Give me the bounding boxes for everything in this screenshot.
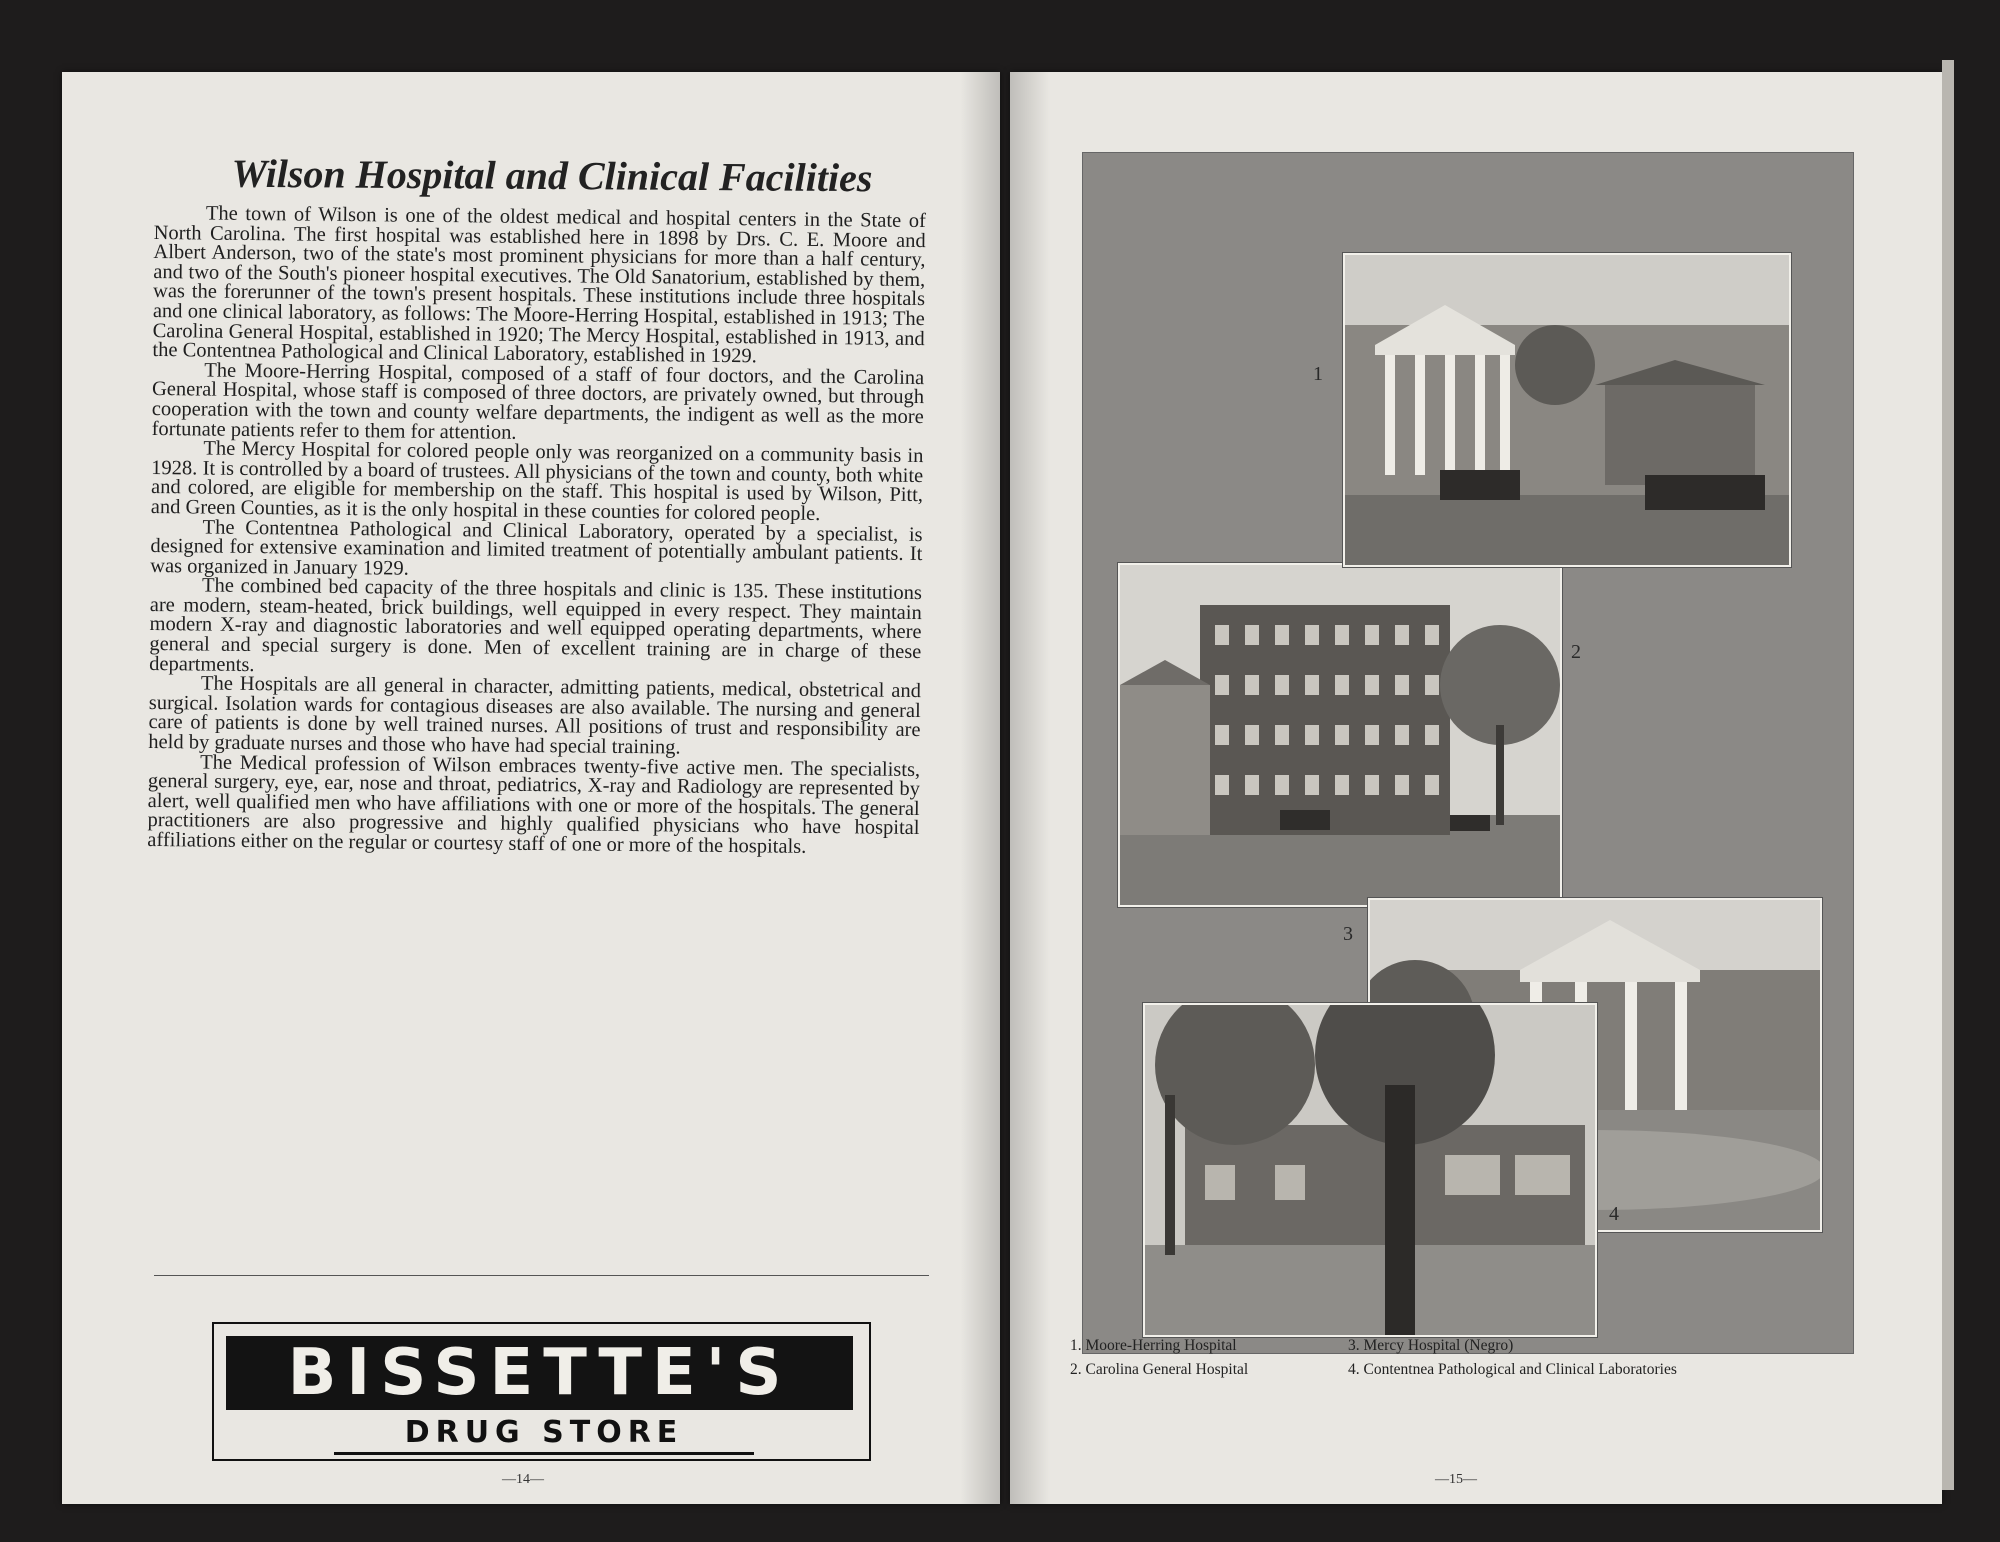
photo-moore-herring-hospital <box>1343 253 1791 567</box>
photo-number: 4 <box>1609 1203 1619 1225</box>
right-page <box>1010 72 1942 1504</box>
page-number: —14— <box>502 1472 544 1487</box>
caption-item: 2. Carolina General Hospital <box>1070 1361 1249 1378</box>
photo-contentnea-laboratory <box>1143 1003 1597 1337</box>
caption-row <box>1070 1334 1890 1358</box>
divider-rule <box>154 1275 929 1276</box>
ad-store-name: BISSETTE'S <box>226 1336 853 1410</box>
paragraph: The combined bed capacity of the three hospitals and clinic is 135. These institutions are modern, steam-heated, brick buildings, well equipped in every respect. They maintain modern X-ray and diagnostic laboratories and well equipped operating departments, where general and special surgery is done. Men of excellent training are in charge of these departments. <box>149 574 923 676</box>
caption-item: 3. Mercy Hospital (Negro) <box>1348 1337 1514 1354</box>
paragraph: The Contentnea Pathological and Clinical Laboratory, operated by a specialist, is designed for extensive examination and limited treatment of potentially ambulant patients. It was organized in January 1929. <box>150 516 923 580</box>
page-number: —15— <box>1435 1472 1477 1487</box>
photo-number: 2 <box>1571 641 1581 663</box>
page-edge <box>1942 60 1954 1490</box>
drug-store-advertisement <box>212 1322 871 1461</box>
photo-captions <box>1070 1334 1890 1382</box>
gutter-shadow <box>1010 72 1050 1504</box>
paragraph: The Mercy Hospital for colored people only was reorganized on a community basis in 1928. It is controlled by a board of trustees. All physicians of the town and county, both white and colored, are eligible for membership on the staff. This hospital is used by Wilson, Pitt, and Green Counties, as it is the only hospital in these counties for colored people. <box>150 437 924 525</box>
ad-store-type: DRUG STORE <box>334 1414 754 1455</box>
photo-number: 3 <box>1343 923 1353 945</box>
photo-number: 1 <box>1313 363 1323 385</box>
caption-item: 1. Moore-Herring Hospital <box>1070 1337 1237 1354</box>
left-page <box>62 72 1000 1504</box>
paragraph: The Moore-Herring Hospital, composed of a staff of four doctors, and the Carolina General Hospital, whose staff is composed of three doctors, are privately owned, but through cooperation with the town and county welfare departments, the indigent as well as the more fortunate patients refer to them for attention. <box>151 359 925 444</box>
paragraph: The Medical profession of Wilson embraces twenty-five active men. The specialists, general surgery, eye, ear, nose and throat, pediatrics, X-ray and Radiology are represented by alert, well qualified men who have affiliations with one or more of the hospitals. The general practitioners are also progressive and highly qualified physicians who have hospital affiliations either on the regular or courtesy staff of one or more of the hospitals. <box>147 751 921 858</box>
caption-row <box>1070 1358 1890 1382</box>
paragraph: The town of Wilson is one of the oldest medical and hospital centers in the State of North Carolina. The first hospital was established here in 1898 by Drs. C. E. Moore and Albert Anderson, two of the state's most prominent physicians for more than a half century, and two of the South's pioneer hospital executives. The Old Sanatorium, established by them, was the forerunner of the town's present hospitals. These institutions include three hospitals and one clinical laboratory, as follows: The Moore-Herring Hospital, established in 1913; The Carolina General Hospital, established in 1920; The Mercy Hospital, established in 1913, and the Contentnea Pathological and Clinical Laboratory, established in 1929. <box>152 202 926 368</box>
paragraph: The Hospitals are all general in character, admitting patients, medical, obstetrical and surgical. Isolation wards for contagious diseases are also available. The nursing and general care of patients is done by well trained nurses. All positions of trust and responsibility are held by graduate nurses and those who have had special training. <box>148 672 922 759</box>
photo-carolina-general-hospital <box>1118 563 1562 907</box>
gutter-shadow <box>960 72 1000 1504</box>
page-title: Wilson Hospital and Clinical Facilities <box>231 150 873 201</box>
caption-item: 4. Contentnea Pathological and Clinical Laboratories <box>1348 1361 1677 1378</box>
article-body <box>147 204 926 859</box>
photo-collage <box>1082 152 1854 1354</box>
